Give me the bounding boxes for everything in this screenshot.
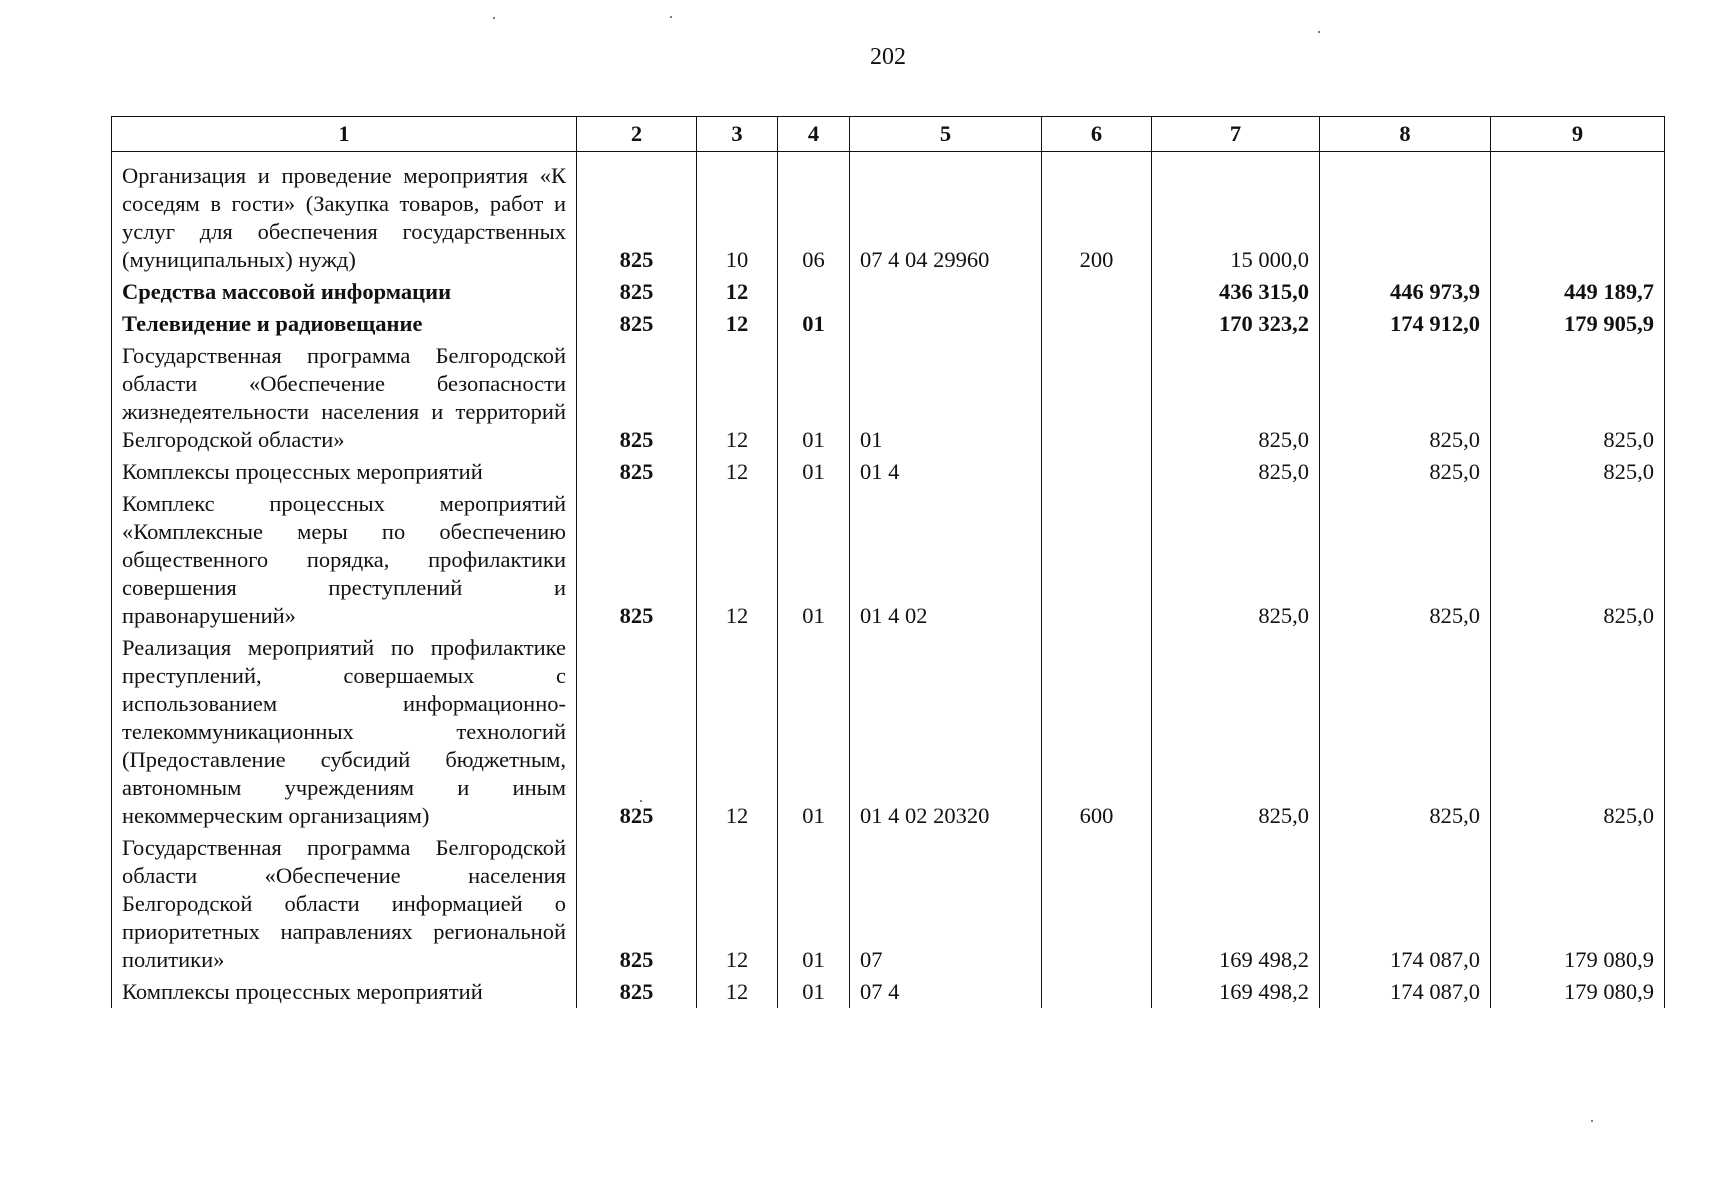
col-header-4: 4	[778, 117, 850, 152]
col-header-2: 2	[577, 117, 697, 152]
cell-col6	[1042, 276, 1152, 308]
cell-col2: 825	[577, 632, 697, 832]
cell-col4: 01	[778, 456, 850, 488]
cell-col4: 01	[778, 632, 850, 832]
row-name: Комплекс процессных мероприятий «Комплексные меры по обеспечению общественного порядка, профилактики совершения преступлений и правонарушений»	[112, 488, 577, 632]
cell-col9: 825,0	[1491, 488, 1665, 632]
cell-col8: 446 973,9	[1320, 276, 1491, 308]
cell-col7: 825,0	[1152, 488, 1320, 632]
cell-col6	[1042, 308, 1152, 340]
cell-col5: 01 4 02 20320	[850, 632, 1042, 832]
cell-col9: 825,0	[1491, 632, 1665, 832]
cell-col5: 01 4	[850, 456, 1042, 488]
cell-col2: 825	[577, 340, 697, 456]
cell-col6	[1042, 976, 1152, 1008]
cell-col2: 825	[577, 456, 697, 488]
cell-col3: 12	[697, 632, 778, 832]
row-name: Комплексы процессных мероприятий	[112, 456, 577, 488]
cell-col9: 179 080,9	[1491, 832, 1665, 976]
col-header-3: 3	[697, 117, 778, 152]
cell-col4: 01	[778, 340, 850, 456]
cell-col6	[1042, 340, 1152, 456]
cell-col9: 179 905,9	[1491, 308, 1665, 340]
cell-col2: 825	[577, 832, 697, 976]
cell-col6	[1042, 456, 1152, 488]
cell-col3: 12	[697, 976, 778, 1008]
cell-col3: 12	[697, 308, 778, 340]
cell-col7: 825,0	[1152, 340, 1320, 456]
scan-speck	[493, 17, 495, 19]
cell-col3: 12	[697, 456, 778, 488]
cell-col5: 07	[850, 832, 1042, 976]
col-header-9: 9	[1491, 117, 1665, 152]
cell-col5: 01	[850, 340, 1042, 456]
cell-col4: 06	[778, 152, 850, 277]
table-row	[112, 276, 1665, 308]
cell-col5	[850, 308, 1042, 340]
cell-col8: 174 912,0	[1320, 308, 1491, 340]
table-row	[112, 456, 1665, 488]
table-row	[112, 632, 1665, 832]
cell-col3: 12	[697, 488, 778, 632]
cell-col8: 174 087,0	[1320, 832, 1491, 976]
header-row	[112, 117, 1665, 152]
cell-col4: 01	[778, 832, 850, 976]
cell-col8: 825,0	[1320, 488, 1491, 632]
row-name: Реализация мероприятий по профилактике преступлений, совершаемых с использованием информационно-телекоммуникационных технологий (Предоставление субсидий бюджетным, автономным учреждениям и иным некоммерческим организациям)	[112, 632, 577, 832]
cell-col9: 449 189,7	[1491, 276, 1665, 308]
cell-col8: 174 087,0	[1320, 976, 1491, 1008]
cell-col4: 01	[778, 488, 850, 632]
row-name: Государственная программа Белгородской области «Обеспечение безопасности жизнедеятельности населения и территорий Белгородской области»	[112, 340, 577, 456]
cell-col9: 825,0	[1491, 340, 1665, 456]
cell-col5: 07 4	[850, 976, 1042, 1008]
table-row	[112, 832, 1665, 976]
cell-col4: 01	[778, 976, 850, 1008]
row-name: Организация и проведение мероприятия «К соседям в гости» (Закупка товаров, работ и услуг для обеспечения государственных (муниципальных) нужд)	[112, 152, 577, 277]
cell-col7: 825,0	[1152, 456, 1320, 488]
cell-col8: 825,0	[1320, 340, 1491, 456]
cell-col9: 179 080,9	[1491, 976, 1665, 1008]
cell-col7: 15 000,0	[1152, 152, 1320, 277]
cell-col2: 825	[577, 976, 697, 1008]
cell-col4: 01	[778, 308, 850, 340]
col-header-7: 7	[1152, 117, 1320, 152]
row-name: Средства массовой информации	[112, 276, 577, 308]
cell-col7: 436 315,0	[1152, 276, 1320, 308]
cell-col5: 07 4 04 29960	[850, 152, 1042, 277]
table-row	[112, 308, 1665, 340]
cell-col6: 200	[1042, 152, 1152, 277]
col-header-5: 5	[850, 117, 1042, 152]
cell-col8: 825,0	[1320, 456, 1491, 488]
cell-col6: 600	[1042, 632, 1152, 832]
row-name: Комплексы процессных мероприятий	[112, 976, 577, 1008]
cell-col3: 10	[697, 152, 778, 277]
row-name: Телевидение и радиовещание	[112, 308, 577, 340]
cell-col9	[1491, 152, 1665, 277]
col-header-6: 6	[1042, 117, 1152, 152]
table-row	[112, 340, 1665, 456]
cell-col3: 12	[697, 340, 778, 456]
cell-col7: 170 323,2	[1152, 308, 1320, 340]
cell-col6	[1042, 488, 1152, 632]
cell-col5: 01 4 02	[850, 488, 1042, 632]
table-row	[112, 976, 1665, 1008]
row-name: Государственная программа Белгородской области «Обеспечение населения Белгородской области информацией о приоритетных направлениях региональной политики»	[112, 832, 577, 976]
cell-col7: 825,0	[1152, 632, 1320, 832]
cell-col2: 825	[577, 308, 697, 340]
cell-col6	[1042, 832, 1152, 976]
budget-table	[111, 116, 1665, 1008]
cell-col7: 169 498,2	[1152, 976, 1320, 1008]
cell-col2: 825	[577, 488, 697, 632]
table-row	[112, 488, 1665, 632]
cell-col3: 12	[697, 276, 778, 308]
cell-col2: 825	[577, 152, 697, 277]
cell-col2: 825	[577, 276, 697, 308]
scan-speck	[1318, 31, 1320, 33]
scan-speck	[1591, 1120, 1593, 1122]
cell-col8	[1320, 152, 1491, 277]
col-header-8: 8	[1320, 117, 1491, 152]
table-row	[112, 152, 1665, 277]
cell-col8: 825,0	[1320, 632, 1491, 832]
cell-col4	[778, 276, 850, 308]
page-number: 202	[870, 44, 906, 70]
cell-col7: 169 498,2	[1152, 832, 1320, 976]
scan-speck	[670, 16, 672, 18]
cell-col5	[850, 276, 1042, 308]
cell-col3: 12	[697, 832, 778, 976]
cell-col9: 825,0	[1491, 456, 1665, 488]
col-header-1: 1	[112, 117, 577, 152]
